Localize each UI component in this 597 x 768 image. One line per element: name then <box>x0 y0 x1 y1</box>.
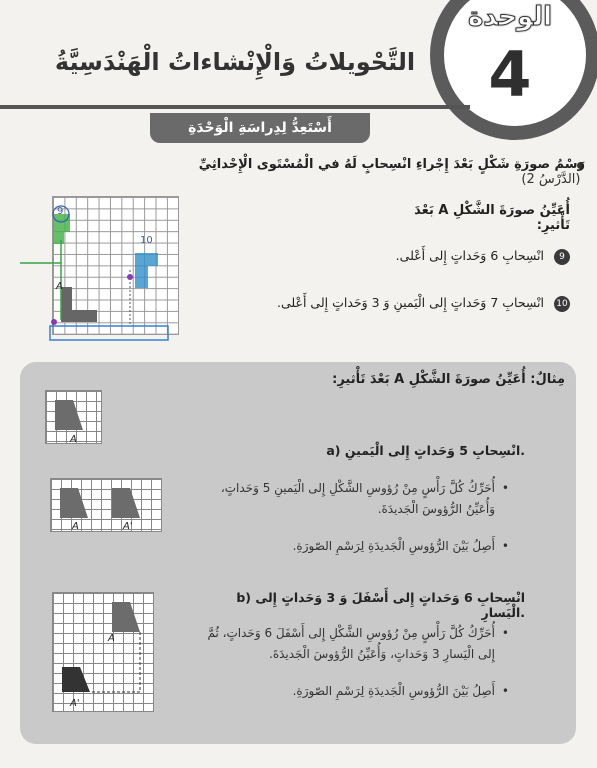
label-a: A <box>72 521 79 532</box>
example-title: مِثالٌ: أُعَيِّنُ صورَةَ الشَّكْلِ A بَعْدَ تَأْثيرِ: <box>332 372 565 387</box>
hand-label-10: 10 <box>140 235 153 246</box>
trapezoid-a-prime <box>62 667 90 692</box>
lesson-ref: (الدَّرْسُ 2) <box>521 172 581 187</box>
part-a-bullet: أُحَرِّكُ كُلَّ رَأْسٍ مِنْ رُؤوسِ الشَّكْلِ إِلى الْيَمينِ 5 وَحَداتٍ، وَأُعَيِّنُ الرُّؤوسَ الْجَديدَةَ. • <box>195 478 495 520</box>
trapezoid-a <box>55 400 83 430</box>
label-a-prime: A' <box>70 698 80 709</box>
unit-number: 4 <box>488 38 532 111</box>
part-label: a) <box>326 443 341 458</box>
example-shapes-b <box>52 592 154 712</box>
purple-dot <box>51 319 57 325</box>
ready-tab: أَسْتَعِدُّ لِدِراسَةِ الْوَحْدَةِ <box>150 113 370 143</box>
title-divider <box>0 105 470 109</box>
trapezoid-a <box>60 488 88 518</box>
label-a: A <box>70 434 77 445</box>
part-label: b) <box>236 590 251 605</box>
question-text: رَسْمُ صورَةِ شَكْلٍ بَعْدَ إِجْراءِ انْسِحابٍ لَهُ في الْمُسْتَوى الْإِحْداثِيِّ <box>198 157 585 172</box>
shape-label-a: A <box>56 281 63 292</box>
label-a-prime: A' <box>123 521 133 532</box>
exercise-number: 9 <box>554 249 570 265</box>
part-b-head <box>205 590 525 620</box>
exercise-text: انْسِحابِ 6 وَحَداتٍ إِلى أَعْلى. <box>395 248 545 263</box>
blue-bracket <box>50 326 168 340</box>
grid-annotations <box>10 190 190 360</box>
exercise-9 <box>180 248 570 265</box>
part-a-bullet: أَصِلُ بَيْنَ الرُّؤوسِ الْجَديدَةِ لِرَسْمِ الصّورَةِ. • <box>195 536 495 557</box>
example-shapes-a <box>50 478 162 532</box>
part-text: انْسِحابِ 6 وَحَداتٍ إِلى أَسْفَلَ وَ 3 وَحَداتٍ إِلى الْيَسارِ. <box>255 590 525 620</box>
exercise-text: انْسِحابِ 7 وَحَداتٍ إِلى الْيَمينِ وَ 3 وَحَداتٍ إِلى أَعْلى. <box>276 295 545 310</box>
part-text: انْسِحابِ 5 وَحَداتٍ إِلى الْيَمينِ. <box>344 443 525 458</box>
unit-title: التَّحْويلاتُ وَالْإِنْشاءاتُ الْهَنْدَسِيَّةُ <box>54 48 416 76</box>
unit-word: الوحدة <box>467 2 553 32</box>
trapezoid-a-prime <box>112 488 140 518</box>
part-a-head <box>300 443 525 458</box>
part-b-bullet: أُحَرِّكُ كُلَّ رَأْسٍ مِنْ رُؤوسِ الشَّكْلِ إِلى أَسْفَلَ 6 وَحَداتٍ، ثُمَّ إِلى الْيَسارِ 3 وَحَداتٍ، وَأُعَيِّنُ الرُّؤوسَ الْجَديدَةَ. • <box>190 623 495 665</box>
trapezoid-a <box>112 602 140 632</box>
exercise-number: 10 <box>554 296 570 312</box>
question-heading <box>150 157 585 187</box>
find-instruction: أُعَيِّنُ صورَةَ الشَّكْلِ A بَعْدَ تَأْثيرِ: <box>414 203 570 233</box>
hand-label-9: 9 <box>57 206 64 217</box>
part-b-bullet: أَصِلُ بَيْنَ الرُّؤوسِ الْجَديدَةِ لِرَسْمِ الصّورَةِ. • <box>190 681 495 702</box>
blue-image <box>135 253 158 288</box>
shape-a <box>61 287 97 322</box>
purple-dot <box>127 274 133 280</box>
exercise-10 <box>180 295 570 312</box>
label-a: A <box>108 633 115 644</box>
